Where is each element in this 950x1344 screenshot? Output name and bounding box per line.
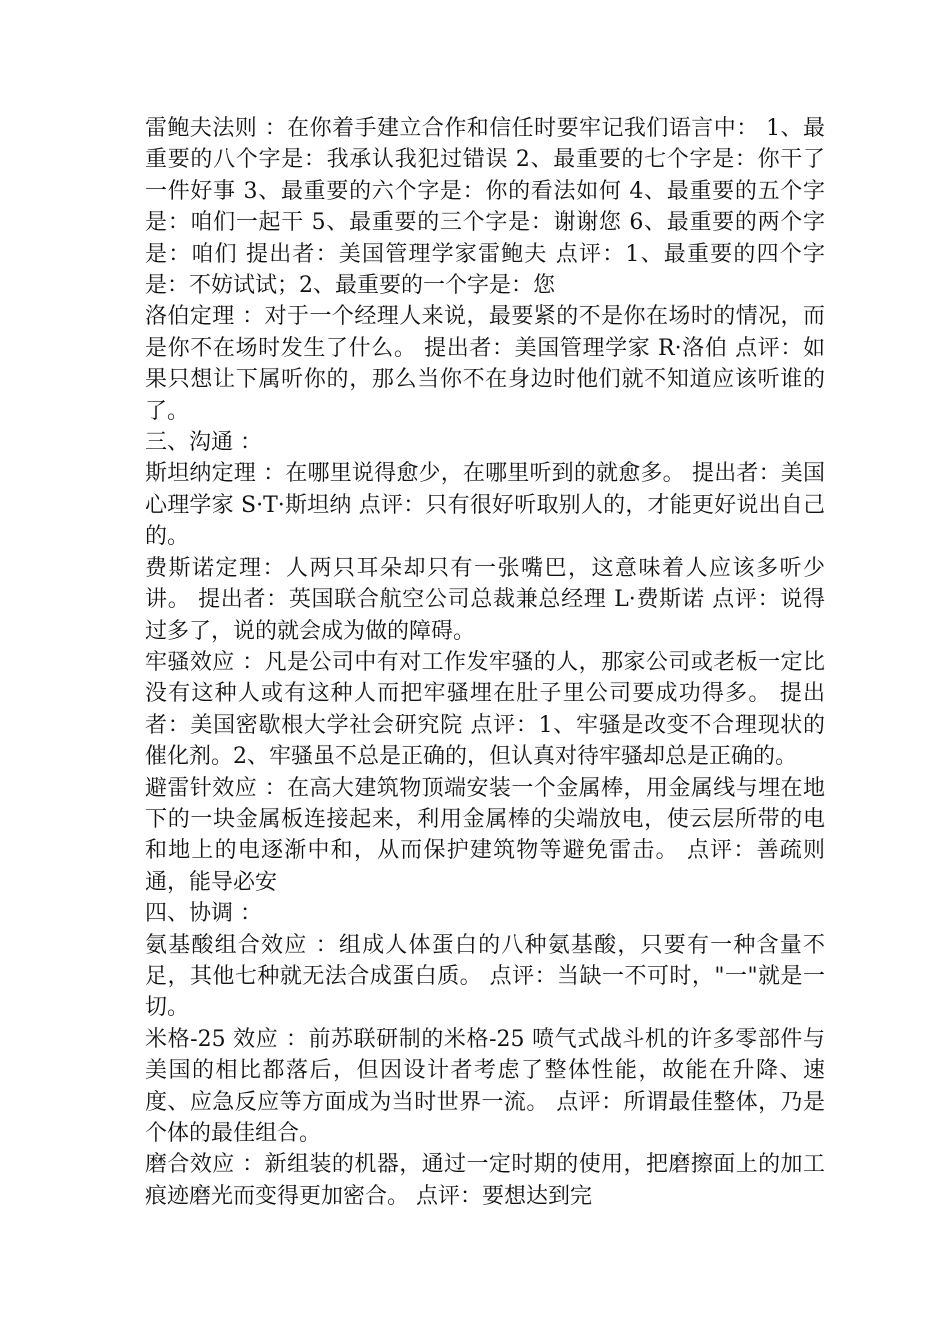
paragraph-mig25-effect: 米格-25 效应 ：前苏联研制的米格-25 喷气式战斗机的许多零部件与美国的相比都落后，但因设计者考虑了整体性能，故能在升降、速度、应急反应等方面成为当时世界一流。 点评：所谓最佳整体，乃是个体的最佳组合。 — [145, 1026, 825, 1146]
section-heading-coordination: 四、协调 ： — [145, 901, 262, 927]
paragraph-steiner-theorem: 斯坦纳定理 ：在哪里说得愈少，在哪里听到的就愈多。 提出者：美国心理学家 S·T·斯坦纳 点评：只有很好听取别人的，才能更好说出自己的。 — [145, 461, 825, 550]
section-heading-communication: 三、沟通 ： — [145, 430, 262, 456]
paragraph-lightning-rod-effect: 避雷针效应 ：在高大建筑物顶端安装一个金属棒，用金属线与埋在地下的一块金属板连接起来，利用金属棒的尖端放电，使云层所带的电和地上的电逐渐中和，从而保护建筑物等避免雷击。 点评：善疏则通，能导必安 — [145, 775, 825, 895]
paragraph-complaint-effect: 牢骚效应 ：凡是公司中有对工作发牢骚的人，那家公司或老板一定比没有这种人或有这种人而把牢骚埋在肚子里公司要成功得多。 提出者：美国密歇根大学社会研究院 点评：1、牢骚是改变不合理现状的催化剂。2、牢骚虽不总是正确的，但认真对待牢骚却总是正确的。 — [145, 649, 825, 770]
paragraph-luobo-theorem: 洛伯定理 ：对于一个经理人来说，最要紧的不是你在场时的情况，而是你不在场时发生了什么。 提出者：美国管理学家 R·洛伯 点评：如果只想让下属听你的，那么当你不在身边时他们就不知道应该听谁的了。 — [145, 304, 825, 424]
paragraph-running-in-effect: 磨合效应 ：新组装的机器，通过一定时期的使用，把磨擦面上的加工痕迹磨光而变得更加密合。 点评：要想达到完 — [145, 1152, 825, 1209]
paragraph-amino-acid-effect: 氨基酸组合效应 ：组成人体蛋白的八种氨基酸，只要有一种含量不足，其他七种就无法合成蛋白质。 点评：当缺一不可时，"一"就是一切。 — [145, 932, 825, 1021]
paragraph-leibaofu-rule: 雷鲍夫法则 ：在你着手建立合作和信任时要牢记我们语言中： 1、最重要的八个字是：我承认我犯过错误 2、最重要的七个字是：你干了一件好事 3、最重要的六个字是：你的看法如何 4、最重要的五个字是：咱们一起干 5、最重要的三个字是：谢谢您 6、最重要的两个字是：咱们 提出者：美国管理学家雷鲍夫 点评：1、最重要的四个字是：不妨试试；2、最重要的一个字是：您 — [145, 116, 825, 299]
paragraph-fessno-theorem: 费斯诺定理：人两只耳朵却只有一张嘴巴，这意味着人应该多听少讲。 提出者：英国联合航空公司总裁兼总经理 L·费斯诺 点评：说得过多了，说的就会成为做的障碍。 — [145, 555, 825, 644]
document-page — [145, 113, 825, 1212]
